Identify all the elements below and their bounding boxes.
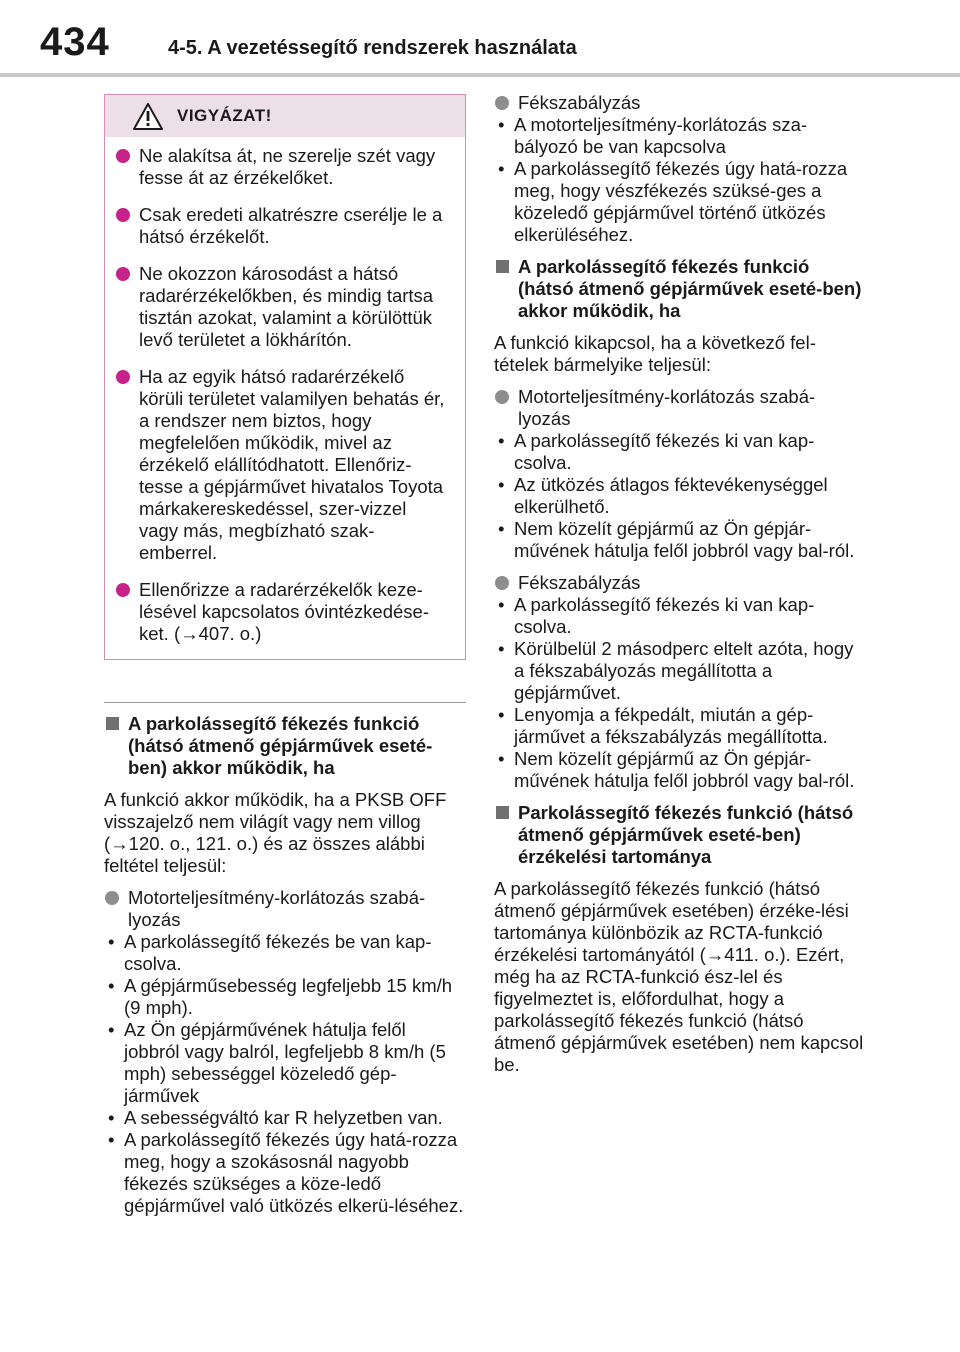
section-body: A parkolássegítő fékezés funkció (hátsó átmenő gépjárművek esetében) érzéke-lési tartománya különbözik az RCTA-funkció érzékelési tartományától (→411. o.). Ezért, még ha az RCTA-funkció ész-lel és figyelmeztet is, előfordulhat, hogy a parkolássegítő fékezés funkció (hátsó átmenő gépjárművek esetében) nem kapcsol be. bbox=[494, 878, 864, 1075]
list-item: • A sebességváltó kar R helyzetben van. bbox=[104, 1107, 466, 1129]
page-number: 434 bbox=[40, 20, 110, 64]
list-item: • A motorteljesítmény-korlátozás sza-bályozó be van kapcsolva bbox=[494, 114, 864, 158]
list-item: • Lenyomja a fékpedált, miután a gép-járművet a fékszabályzás megállította. bbox=[494, 704, 864, 748]
section-divider bbox=[104, 702, 466, 703]
list-item: • Körülbelül 2 másodperc eltelt azóta, hogy a fékszabályozás megállította a gépjárművet. bbox=[494, 638, 864, 704]
page-header bbox=[0, 0, 960, 78]
list-item: • A gépjárműsebesség legfeljebb 15 km/h (9 mph). bbox=[104, 975, 466, 1019]
warning-header bbox=[105, 95, 465, 137]
list-item: • A parkolássegítő fékezés úgy hatá-rozza meg, hogy vészfékezés szüksé-ges a közeledő gépjárművel történő ütközés elkerüléséhez. bbox=[494, 158, 864, 246]
bullet-icon bbox=[116, 208, 130, 222]
warning-item: Ha az egyik hátsó radarérzékelő körüli területet valamilyen behatás ér, a rendszer nem biztos, hogy megfelelően működik, mivel az érzékelő elállítódhatott. Ellenőriz-tesse a gépjárművet hivatalos Toyota márkakereskedéssel, szer-vizzel vagy más, megbízható szak-emberrel. bbox=[115, 366, 449, 564]
square-bullet-icon bbox=[496, 260, 509, 273]
section-heading: A parkolássegítő fékezés funkció (hátsó átmenő gépjárművek eseté-ben) akkor működik, ha bbox=[494, 256, 864, 322]
warning-item: Csak eredeti alkatrészre cserélje le a hátsó érzékelőt. bbox=[115, 204, 449, 248]
bullet-icon bbox=[116, 583, 130, 597]
warning-triangle-icon bbox=[133, 103, 163, 130]
square-bullet-icon bbox=[496, 806, 509, 819]
bullet-icon bbox=[495, 390, 509, 404]
square-bullet-icon bbox=[106, 717, 119, 730]
list-item: • A parkolássegítő fékezés ki van kap-csolva. bbox=[494, 430, 864, 474]
condition-list bbox=[494, 430, 864, 562]
list-item: • A parkolássegítő fékezés ki van kap-csolva. bbox=[494, 594, 864, 638]
warning-item: Ne alakítsa át, ne szerelje szét vagy fesse át az érzékelőket. bbox=[115, 145, 449, 189]
bullet-icon bbox=[105, 891, 119, 905]
left-column bbox=[104, 94, 466, 1227]
bullet-icon bbox=[495, 576, 509, 590]
bullet-icon bbox=[495, 96, 509, 110]
condition-list bbox=[494, 594, 864, 792]
warning-item: Ellenőrizze a radarérzékelők keze-lésével kapcsolatos óvintézkedése-ket. (→407. o.) bbox=[115, 579, 449, 645]
warning-title: VIGYÁZAT! bbox=[177, 106, 272, 125]
warning-box bbox=[104, 94, 466, 660]
section-intro: A funkció akkor működik, ha a PKSB OFF visszajelző nem világít vagy nem villog (→120. o., 121. o.) és az összes alábbi feltétel teljesül: bbox=[104, 789, 447, 876]
list-item: • Nem közelít gépjármű az Ön gépjár-művének hátulja felől jobbról vagy bal-ról. bbox=[494, 518, 864, 562]
warning-item: Ne okozzon károsodást a hátsó radarérzékelőkben, és mindig tartsa tisztán azokat, valamint a körülöttük levő területet a lökhárítón. bbox=[115, 263, 449, 351]
warning-list bbox=[105, 137, 465, 659]
list-item: • Az ütközés átlagos féktevékenységgel elkerülhető. bbox=[494, 474, 864, 518]
condition-list bbox=[494, 114, 864, 246]
list-item: • Az Ön gépjárművének hátulja felől jobbról vagy balról, legfeljebb 8 km/h (5 mph) sebességgel közeledő gép-járművek bbox=[104, 1019, 466, 1107]
bullet-icon bbox=[116, 149, 130, 163]
chapter-title: 4-5. A vezetéssegítő rendszerek használata bbox=[168, 37, 577, 59]
condition-title: Fékszabályzás bbox=[494, 92, 864, 114]
bullet-icon bbox=[116, 267, 130, 281]
list-item: • A parkolássegítő fékezés úgy hatá-rozza meg, hogy a szokásosnál nagyobb fékezés szükséges a köze-ledő gépjárművel való ütközés elkerü-léséhez. bbox=[104, 1129, 466, 1217]
section-heading: Parkolássegítő fékezés funkció (hátsó átmenő gépjárművek eseté-ben) érzékelési tartománya bbox=[494, 802, 864, 868]
condition-list bbox=[104, 931, 466, 1217]
right-column bbox=[494, 92, 864, 1086]
header-divider bbox=[0, 73, 960, 77]
list-item: • A parkolássegítő fékezés be van kap-csolva. bbox=[104, 931, 466, 975]
condition-title: Motorteljesítmény-korlátozás szabá-lyozás bbox=[104, 887, 466, 931]
section-heading: A parkolássegítő fékezés funkció (hátsó átmenő gépjárművek eseté-ben) akkor működik, ha bbox=[104, 713, 466, 779]
condition-title: Motorteljesítmény-korlátozás szabá-lyozás bbox=[494, 386, 864, 430]
section-intro: A funkció kikapcsol, ha a következő fel-tételek bármelyike teljesül: bbox=[494, 332, 816, 375]
list-item: • Nem közelít gépjármű az Ön gépjár-művének hátulja felől jobbról vagy bal-ról. bbox=[494, 748, 864, 792]
bullet-icon bbox=[116, 370, 130, 384]
condition-title: Fékszabályzás bbox=[494, 572, 864, 594]
